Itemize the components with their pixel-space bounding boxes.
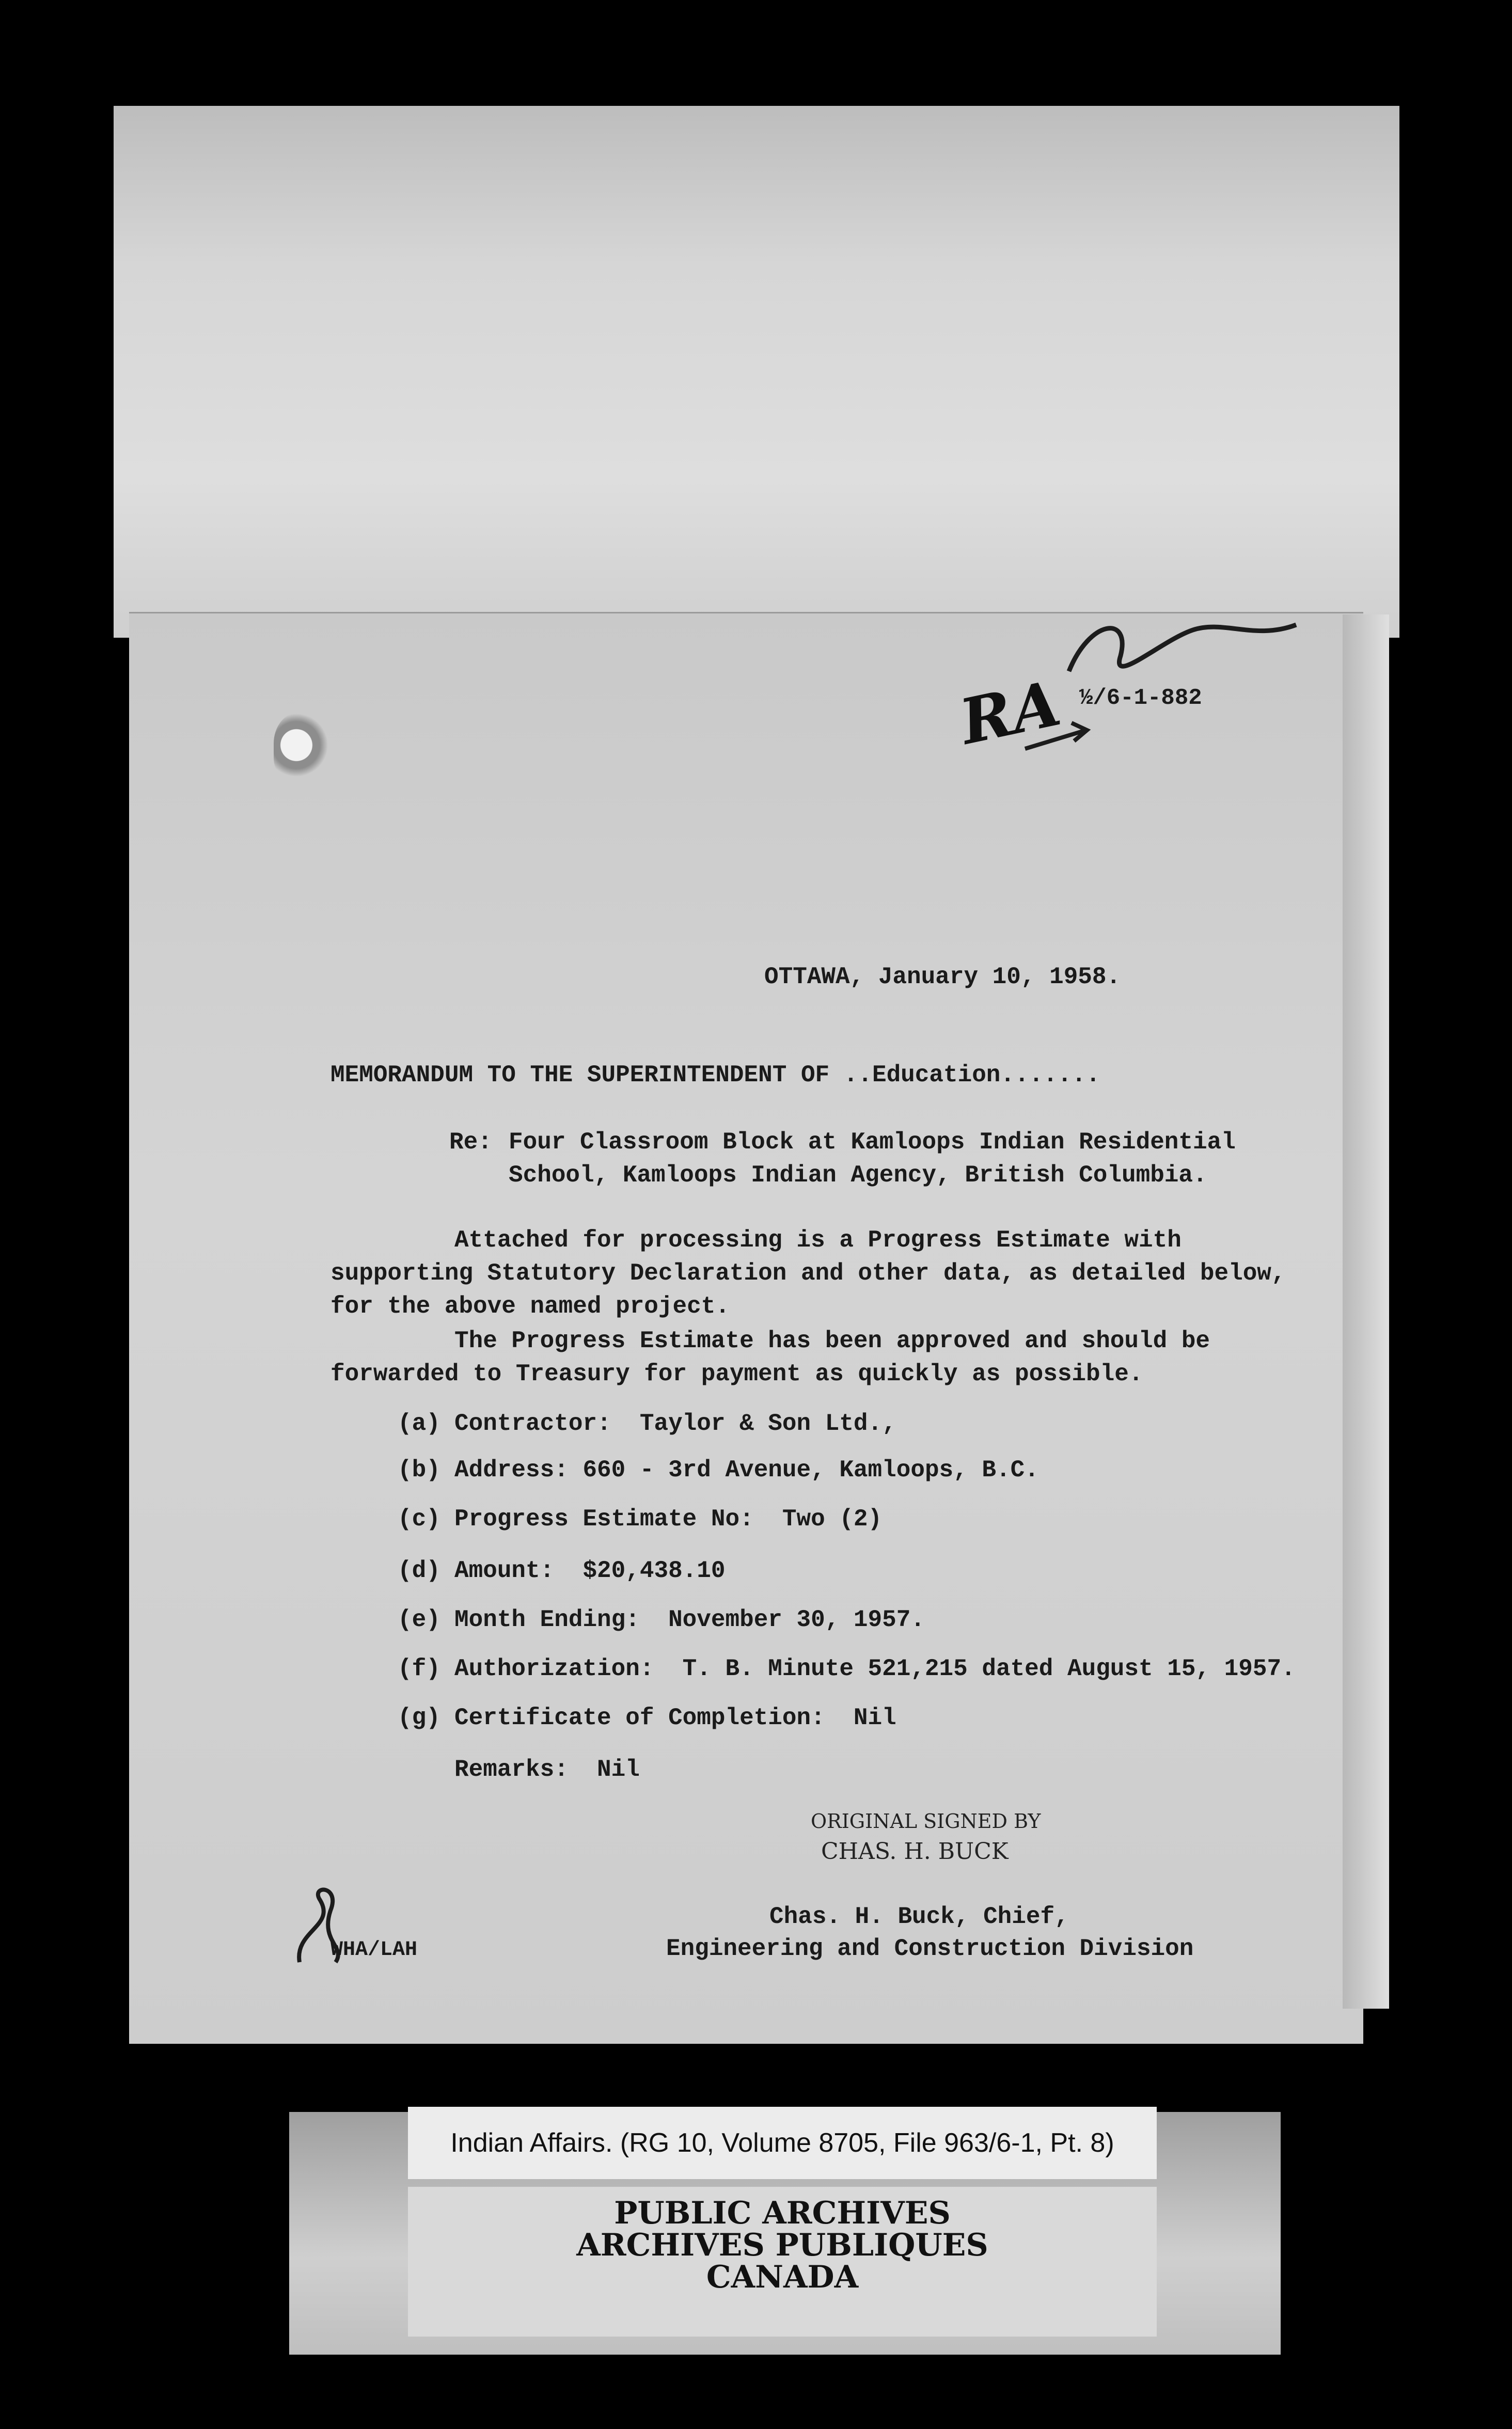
typist-initials: WHA/LAH <box>330 1938 418 1962</box>
paragraph-1-line-3: for the above named project. <box>330 1293 730 1320</box>
remarks: Remarks: Nil <box>454 1756 640 1783</box>
item-text: Amount: $20,438.10 <box>454 1557 726 1584</box>
item-key: (g) <box>398 1705 440 1731</box>
item-text: Address: 660 - 3rd Avenue, Kamloops, B.C. <box>454 1457 1039 1484</box>
item-key: (c) <box>398 1506 440 1533</box>
original-signed-by: ORIGINAL SIGNED BY <box>811 1810 1041 1833</box>
memo-heading: MEMORANDUM TO THE SUPERINTENDENT OF ..Education....... <box>330 1062 1100 1089</box>
handwritten-scribble <box>1059 609 1306 692</box>
archive-stamp <box>408 2197 1157 2293</box>
file-number: ½/6-1-882 <box>1079 685 1202 711</box>
item-key: (f) <box>398 1655 440 1682</box>
item-key: (b) <box>398 1457 440 1484</box>
arrow-icon <box>1022 718 1095 759</box>
signature-name: CHAS. H. BUCK <box>821 1838 1009 1865</box>
item-text: Contractor: Taylor & Son Ltd., <box>454 1410 896 1437</box>
paragraph-1-line-1: Attached for processing is a Progress Estimate with <box>454 1227 1182 1254</box>
stamp-line-2: ARCHIVES PUBLIQUES <box>576 2227 988 2263</box>
page-edge <box>1343 614 1389 2009</box>
torn-hole <box>274 713 330 785</box>
item-text: Authorization: T. B. Minute 521,215 dated August 15, 1957. <box>454 1655 1296 1682</box>
re-line-1: Four Classroom Block at Kamloops Indian Residential <box>509 1129 1236 1156</box>
item-key: (a) <box>398 1410 440 1437</box>
archive-reference: Indian Affairs. (RG 10, Volume 8705, File 963/6-1, Pt. 8) <box>408 2107 1157 2179</box>
paragraph-1-line-2: supporting Statutory Declaration and other data, as detailed below, <box>330 1260 1286 1287</box>
re-line-2: School, Kamloops Indian Agency, British Columbia. <box>509 1162 1207 1189</box>
item-text: Certificate of Completion: Nil <box>454 1705 896 1731</box>
date-line: OTTAWA, January 10, 1958. <box>764 964 1121 990</box>
signatory-line-1: Chas. H. Buck, Chief, <box>769 1903 1069 1930</box>
item-key: (e) <box>398 1606 440 1633</box>
stamp-line-3: CANADA <box>706 2259 859 2295</box>
stamp-line-1: PUBLIC ARCHIVES <box>614 2195 951 2231</box>
item-text: Progress Estimate No: Two (2) <box>454 1506 883 1533</box>
signatory-line-2: Engineering and Construction Division <box>666 1935 1194 1962</box>
item-text: Month Ending: November 30, 1957. <box>454 1606 925 1633</box>
re-label: Re: <box>449 1129 492 1156</box>
item-key: (d) <box>398 1557 440 1584</box>
handwritten-initials: RA <box>954 667 1067 759</box>
paragraph-2-line-2: forwarded to Treasury for payment as quickly as possible. <box>330 1361 1143 1387</box>
folder-cover <box>114 106 1399 638</box>
paragraph-2-line-1: The Progress Estimate has been approved and should be <box>454 1328 1210 1354</box>
